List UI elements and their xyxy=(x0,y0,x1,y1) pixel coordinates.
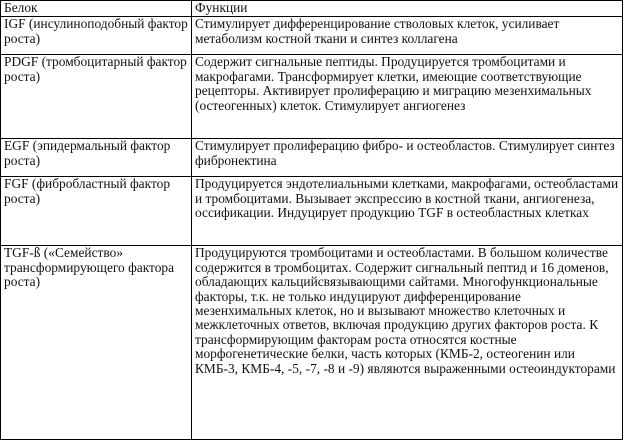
protein-cell: PDGF (тромбоцитарный фактор роста) xyxy=(1,55,192,139)
protein-cell: FGF (фибробластный фактор роста) xyxy=(1,177,192,246)
table-row xyxy=(1,139,623,177)
table-row xyxy=(1,246,623,440)
table-row xyxy=(1,17,623,55)
protein-cell: TGF-ß («Семейство» трансформирующего фактора роста) xyxy=(1,246,192,440)
column-header-functions: Функции xyxy=(192,1,623,17)
column-header-protein: Белок xyxy=(1,1,192,17)
functions-cell: Содержит сигнальные пептиды. Продуцируется тромбоцитами и макрофагами. Трансформирует клетки, имеющие соответствующие рецепторы. Активирует пролиферацию и миграцию мезенхимальных (остеогенных) клеток. Стимулирует ангиогенез xyxy=(192,55,623,139)
functions-cell: Стимулирует пролиферацию фибро- и остеобластов. Стимулирует синтез фибронектина xyxy=(192,139,623,177)
protein-cell: EGF (эпидермальный фактор роста) xyxy=(1,139,192,177)
table-row xyxy=(1,177,623,246)
functions-cell: Стимулирует дифференцирование стволовых клеток, усиливает метаболизм костной ткани и синтез коллагена xyxy=(192,17,623,55)
table-header-row xyxy=(1,1,623,17)
table-row xyxy=(1,55,623,139)
functions-cell: Продуцируются тромбоцитами и остеобластами. В большом количестве содержится в тромбоцитах. Содержит сигнальный пептид и 16 доменов, обладающих кальцийсвязывающими сайтами. Многофункциональные факторы, т.к. не только индуцируют дифференцирование мезенхимальных клеток, но и вызывают множество клеточных и межклеточных ответов, включая продукцию других факторов роста. К трансформирующим факторам роста относятся костные морфогенетические белки, часть которых (КМБ-2, остеогенин или КМБ-3, КМБ-4, -5, -7, -8 и -9) являются выраженными остеоиндукторами xyxy=(192,246,623,440)
functions-cell: Продуцируется эндотелиальными клетками, макрофагами, остеобластами и тромбоцитами. Вызывает экспрессию в костной ткани, ангиогенеза, оссификации. Индуцирует продукцию TGF в остеобластных клетках xyxy=(192,177,623,246)
protein-cell: IGF (инсулиноподобный фактор роста) xyxy=(1,17,192,55)
